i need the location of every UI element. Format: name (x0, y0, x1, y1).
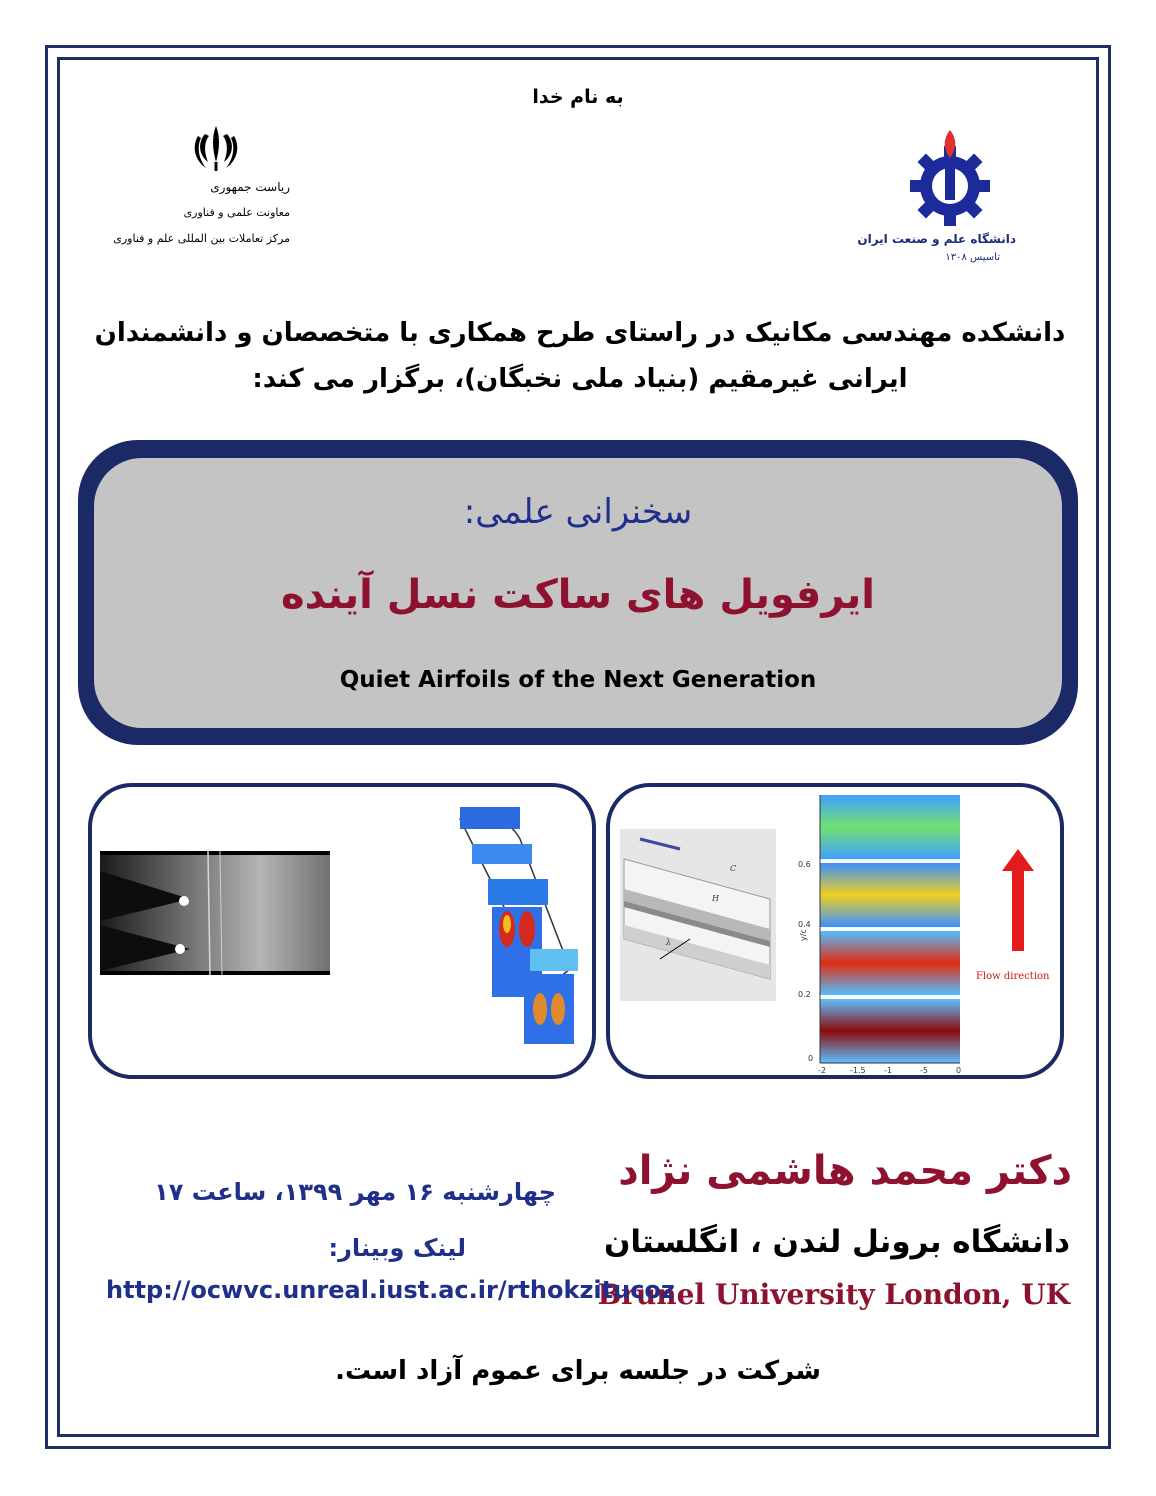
flow-direction-label: Flow direction (976, 971, 1050, 982)
lecture-title-english: Quiet Airfoils of the Next Generation (339, 667, 817, 693)
speaker-name: دکتر محمد هاشمی نژاد (618, 1148, 1072, 1194)
x-axis-label: x/λ (876, 1074, 889, 1081)
left-figure-panel (88, 783, 596, 1079)
speaker-affiliation-fa: دانشگاه برونل لندن ، انگلستان (603, 1224, 1070, 1260)
y-tick-0: 0 (808, 1054, 814, 1063)
presidency-line: ریاست جمهوری (210, 180, 290, 194)
gear-torch-icon (900, 128, 1000, 228)
arrow-up-icon (1002, 849, 1034, 951)
y-tick-0-4: 0.4 (798, 920, 811, 929)
y-tick-0-6: 0.6 (798, 860, 811, 869)
label-h: H (712, 894, 719, 903)
basmala: به نام خدا (532, 86, 624, 108)
x-tick-5: 0 (956, 1066, 962, 1075)
iran-emblem-icon (190, 122, 242, 174)
serrated-airfoil-image (620, 829, 776, 1001)
flow-visualization-image (100, 851, 330, 975)
right-figure-panel (606, 783, 1064, 1079)
surface-pressure-contours-image (450, 799, 580, 1049)
lecture-heading: سخنرانی علمی: (463, 492, 693, 532)
x-tick-4: -5 (920, 1066, 928, 1075)
vice-presidency-line: معاونت علمی و فناوری (183, 206, 290, 219)
iust-logo (857, 128, 1020, 268)
event-date: چهارشنبه ۱۶ مهر ۱۳۹۹، ساعت ۱۷ (154, 1178, 556, 1206)
lecture-title: ایرفویل های ساکت نسل آینده (281, 572, 875, 618)
y-axis-label: y/c (799, 929, 808, 941)
webinar-link[interactable]: http://ocwvc.unreal.iust.ac.ir/rthokzitucoz (106, 1276, 675, 1304)
footer-note: شرکت در جلسه برای عموم آزاد است. (335, 1356, 821, 1386)
y-tick-0-2: 0.2 (798, 990, 811, 999)
intro-line-1: دانشکده مهندسی مکانیک در راستای طرح همکاری با متخصصان و دانشمندان (94, 318, 1066, 348)
x-tick-3: -1 (884, 1066, 892, 1075)
label-lambda: λ (666, 938, 672, 947)
presidency-logo (113, 122, 290, 262)
x-tick-2: -1.5 (850, 1066, 866, 1075)
intro-line-2: ایرانی غیرمقیم (بنیاد ملی نخبگان)، برگزار می کند: (252, 364, 908, 394)
speaker-affiliation-en: Brunel University London, UK (597, 1278, 1070, 1311)
center-line: مرکز تعاملات بین المللی علم و فناوری (113, 232, 290, 245)
label-c: C (730, 864, 737, 873)
founded-year: تاسیس ۱۳۰۸ (945, 252, 1000, 263)
x-tick-1: -2 (818, 1066, 826, 1075)
velocity-contour-plot (780, 791, 1060, 1079)
university-name: دانشگاه علم و صنعت ایران (857, 232, 1016, 246)
webinar-link-label: لینک وبینار: (328, 1234, 466, 1262)
